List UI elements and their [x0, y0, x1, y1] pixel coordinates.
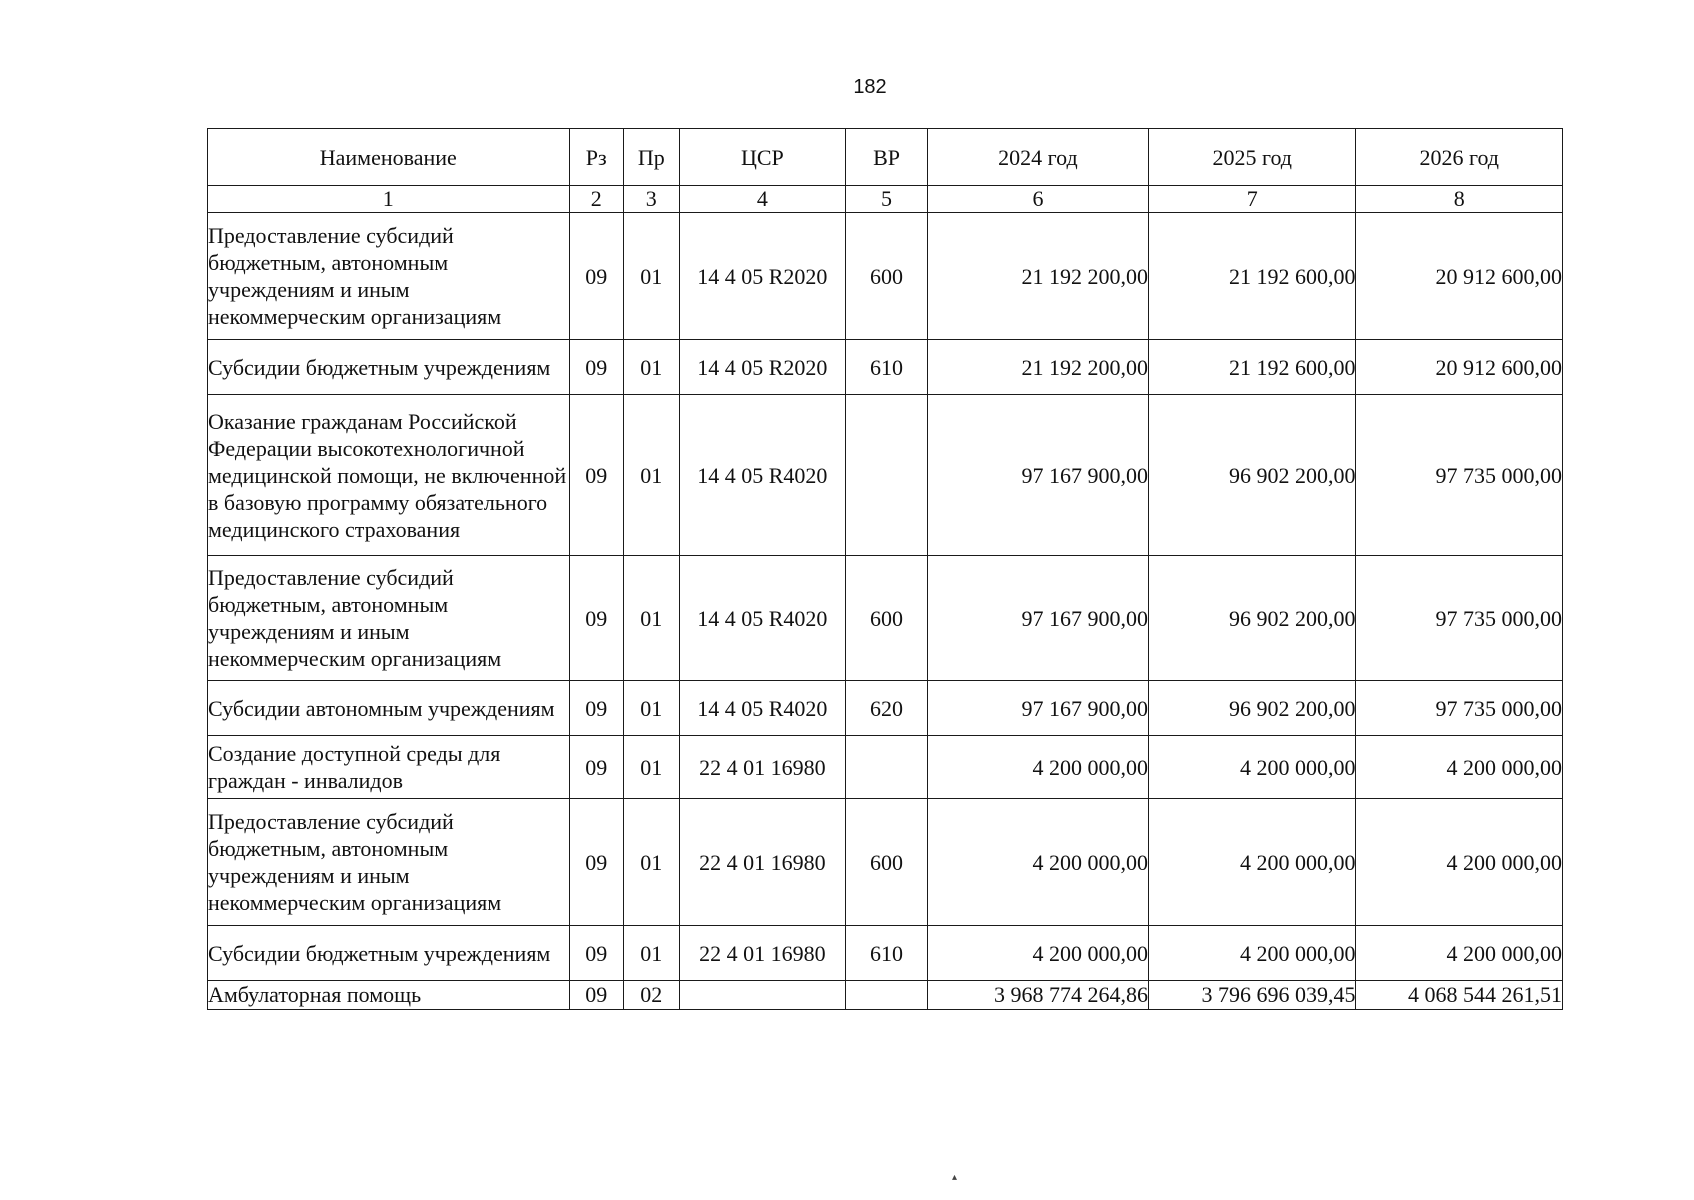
column-number: 8 [1356, 186, 1563, 213]
cell-name: Предоставление субсидий бюджетным, автономным учреждениям и иным некоммерческим организациям [208, 799, 570, 926]
column-number: 6 [927, 186, 1148, 213]
cell-vr: 600 [846, 556, 928, 681]
budget-table [207, 128, 1563, 1010]
column-number: 3 [624, 186, 680, 213]
cell-2025: 4 200 000,00 [1149, 926, 1356, 981]
cell-2024: 97 167 900,00 [927, 395, 1148, 556]
cell-csr: 14 4 05 R4020 [679, 681, 846, 736]
cell-vr [846, 736, 928, 799]
table-row [208, 340, 1563, 395]
table-row [208, 926, 1563, 981]
cell-csr: 22 4 01 16980 [679, 736, 846, 799]
cell-vr: 620 [846, 681, 928, 736]
cell-csr: 14 4 05 R2020 [679, 213, 846, 340]
header-pr: Пр [624, 129, 680, 186]
column-number: 4 [679, 186, 846, 213]
cell-pr: 02 [624, 981, 680, 1010]
cell-csr: 14 4 05 R2020 [679, 340, 846, 395]
cell-2025: 96 902 200,00 [1149, 556, 1356, 681]
cell-rz: 09 [569, 981, 623, 1010]
table-row [208, 395, 1563, 556]
cell-name: Предоставление субсидий бюджетным, автономным учреждениям и иным некоммерческим организациям [208, 213, 570, 340]
cell-2025: 4 200 000,00 [1149, 736, 1356, 799]
cell-csr: 22 4 01 16980 [679, 799, 846, 926]
cell-csr: 22 4 01 16980 [679, 926, 846, 981]
cell-2026: 4 200 000,00 [1356, 736, 1563, 799]
cell-vr: 600 [846, 213, 928, 340]
cell-name: Субсидии бюджетным учреждениям [208, 926, 570, 981]
cell-pr: 01 [624, 799, 680, 926]
cell-rz: 09 [569, 926, 623, 981]
cell-2024: 4 200 000,00 [927, 799, 1148, 926]
cell-2025: 4 200 000,00 [1149, 799, 1356, 926]
table-row [208, 213, 1563, 340]
cell-2024: 21 192 200,00 [927, 213, 1148, 340]
cell-name: Субсидии автономным учреждениям [208, 681, 570, 736]
column-number: 1 [208, 186, 570, 213]
cell-name: Амбулаторная помощь [208, 981, 570, 1010]
cell-pr: 01 [624, 556, 680, 681]
header-row [208, 129, 1563, 186]
cell-csr: 14 4 05 R4020 [679, 556, 846, 681]
cell-rz: 09 [569, 395, 623, 556]
header-vr: ВР [846, 129, 928, 186]
cell-name: Создание доступной среды для граждан - инвалидов [208, 736, 570, 799]
cell-2026: 97 735 000,00 [1356, 556, 1563, 681]
cell-rz: 09 [569, 340, 623, 395]
cell-2026: 4 200 000,00 [1356, 799, 1563, 926]
table-row [208, 981, 1563, 1010]
header-2024: 2024 год [927, 129, 1148, 186]
cell-2025: 21 192 600,00 [1149, 340, 1356, 395]
column-number: 5 [846, 186, 928, 213]
cell-name: Субсидии бюджетным учреждениям [208, 340, 570, 395]
page-number: 182 [853, 76, 887, 98]
cell-csr [679, 981, 846, 1010]
cell-pr: 01 [624, 736, 680, 799]
cell-name: Оказание гражданам Российской Федерации высокотехнологичной медицинской помощи, не включенной в базовую программу обязательного медицинского страхования [208, 395, 570, 556]
column-number-row [208, 186, 1563, 213]
cell-2024: 4 200 000,00 [927, 926, 1148, 981]
cell-2025: 3 796 696 039,45 [1149, 981, 1356, 1010]
table-row [208, 556, 1563, 681]
table-row [208, 681, 1563, 736]
cell-2026: 20 912 600,00 [1356, 340, 1563, 395]
table-body [208, 213, 1563, 1010]
cell-pr: 01 [624, 926, 680, 981]
cell-rz: 09 [569, 556, 623, 681]
cell-rz: 09 [569, 799, 623, 926]
cell-pr: 01 [624, 681, 680, 736]
cell-rz: 09 [569, 736, 623, 799]
header-rz: Рз [569, 129, 623, 186]
cell-rz: 09 [569, 681, 623, 736]
header-name: Наименование [208, 129, 570, 186]
table-row [208, 736, 1563, 799]
cell-2026: 97 735 000,00 [1356, 681, 1563, 736]
cell-pr: 01 [624, 340, 680, 395]
cell-2026: 20 912 600,00 [1356, 213, 1563, 340]
cell-2024: 3 968 774 264,86 [927, 981, 1148, 1010]
cell-2026: 4 200 000,00 [1356, 926, 1563, 981]
cell-pr: 01 [624, 213, 680, 340]
column-number: 2 [569, 186, 623, 213]
cell-vr: 610 [846, 340, 928, 395]
header-csr: ЦСР [679, 129, 846, 186]
cell-2024: 97 167 900,00 [927, 681, 1148, 736]
cell-name: Предоставление субсидий бюджетным, автономным учреждениям и иным некоммерческим организациям [208, 556, 570, 681]
cell-2024: 4 200 000,00 [927, 736, 1148, 799]
cell-csr: 14 4 05 R4020 [679, 395, 846, 556]
cell-vr [846, 981, 928, 1010]
cell-2025: 96 902 200,00 [1149, 395, 1356, 556]
cell-2026: 4 068 544 261,51 [1356, 981, 1563, 1010]
cell-2024: 21 192 200,00 [927, 340, 1148, 395]
cell-pr: 01 [624, 395, 680, 556]
header-2026: 2026 год [1356, 129, 1563, 186]
column-number: 7 [1149, 186, 1356, 213]
cell-rz: 09 [569, 213, 623, 340]
cell-vr: 600 [846, 799, 928, 926]
header-2025: 2025 год [1149, 129, 1356, 186]
table-header [208, 129, 1563, 213]
table-row [208, 799, 1563, 926]
cell-2025: 96 902 200,00 [1149, 681, 1356, 736]
cell-2024: 97 167 900,00 [927, 556, 1148, 681]
cell-2025: 21 192 600,00 [1149, 213, 1356, 340]
cell-vr: 610 [846, 926, 928, 981]
cell-vr [846, 395, 928, 556]
cell-2026: 97 735 000,00 [1356, 395, 1563, 556]
scan-mark-icon: ▴ [952, 1172, 958, 1183]
